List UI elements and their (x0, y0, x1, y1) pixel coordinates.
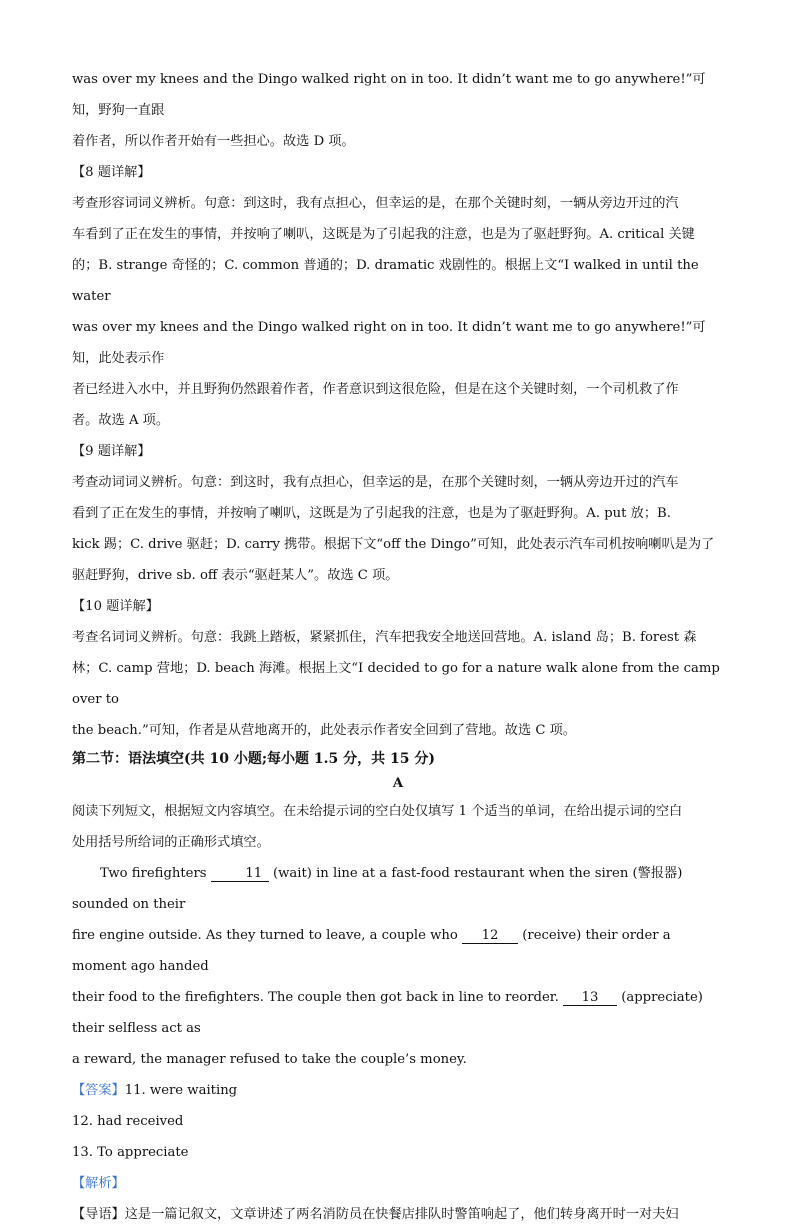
q7-tail-line-1: was over my knees and the Dingo walked right on in too. It didn’t want me to go anywhere!”可知，野狗一直跟 (72, 72, 706, 118)
q8-line: 者已经进入水中，并且野狗仍然跟着作者，作者意识到这很危险，但是在这个关键时刻，一个司机救了作 (72, 382, 679, 397)
guide-text: 这是一篇记叙文，文章讲述了两名消防员在快餐店排队时警笛响起了，他们转身离开时一对夫妇 (124, 1207, 679, 1222)
instruction-line: 处用括号所给词的正确形式填空。 (72, 835, 270, 850)
passage-text: (wait) in line at a fast-food restaurant when the siren (警报器) sounded on their (72, 866, 683, 912)
q10-line: 林；C. camp 营地；D. beach 海滩。根据上文“I decided to go for a nature walk alone from the camp over to (72, 661, 720, 707)
passage-line: a reward, the manager refused to take the couple’s money. (72, 1052, 467, 1067)
passage-line (72, 982, 724, 1044)
answer-label: 【答案】 (72, 1083, 125, 1098)
q9-line: 考查动词词义辨析。句意：到这时，我有点担心，但幸运的是，在那个关键时刻，一辆从旁边开过的汽车 (72, 475, 679, 490)
blank-11: 11 (211, 867, 269, 882)
analysis-label: 【解析】 (72, 1176, 125, 1191)
guide-label: 【导语】 (72, 1207, 125, 1222)
answer-line (72, 1075, 724, 1106)
answer-12: 12. had received (72, 1114, 184, 1129)
q8-line: 的；B. strange 奇怪的；C. common 普通的；D. dramatic 戏剧性的。根据上文“I walked in until the water (72, 258, 699, 304)
document-page (72, 64, 724, 1230)
passage-line (72, 858, 724, 920)
passage-text: Two firefighters (100, 866, 211, 881)
q7-tail-line-2: 着作者，所以作者开始有一些担心。故选 D 项。 (72, 134, 355, 149)
passage-text: (appreciate) their selfless act as (72, 990, 703, 1036)
guide-line (72, 1199, 724, 1230)
q9-line: 看到了正在发生的事情，并按响了喇叭，这既是为了引起我的注意，也是为了驱赶野狗。A. put 放；B. (72, 506, 671, 521)
q9-heading: 【9 题详解】 (72, 444, 151, 459)
part-label: A (392, 776, 404, 791)
q8-line: 车看到了正在发生的事情，并按响了喇叭，这既是为了引起我的注意，也是为了驱赶野狗。A. critical 关键 (72, 227, 695, 242)
q8-line: 者。故选 A 项。 (72, 413, 170, 428)
q8-heading: 【8 题详解】 (72, 165, 151, 180)
answer-11: 11. were waiting (124, 1083, 238, 1098)
instruction-line: 阅读下列短文，根据短文内容填空。在未给提示词的空白处仅填写 1 个适当的单词，在给出提示词的空白 (72, 804, 683, 819)
section-title: 第二节：语法填空(共 10 小题;每小题 1.5 分，共 15 分) (72, 751, 435, 767)
q10-line: 考查名词词义辨析。句意：我跳上踏板，紧紧抓住，汽车把我安全地送回营地。A. island 岛；B. forest 森 (72, 630, 697, 645)
passage-text: fire engine outside. As they turned to leave, a couple who (72, 928, 463, 943)
blank-13: 13 (563, 991, 617, 1006)
passage-line (72, 920, 724, 982)
q9-line: 驱赶野狗，drive sb. off 表示“驱赶某人”。故选 C 项。 (72, 568, 399, 583)
q8-line: was over my knees and the Dingo walked right on in too. It didn’t want me to go anywhere!”可知，此处表示作 (72, 320, 706, 366)
passage-text: their food to the firefighters. The couple then got back in line to reorder. (72, 990, 564, 1005)
passage-text: (receive) their order a moment ago handed (72, 928, 671, 974)
q10-heading: 【10 题详解】 (72, 599, 159, 614)
answer-13: 13. To appreciate (72, 1145, 189, 1160)
blank-12: 12 (462, 929, 518, 944)
q9-line: kick 踢；C. drive 驱赶；D. carry 携带。根据下文“off the Dingo”可知，此处表示汽车司机按响喇叭是为了 (72, 537, 715, 552)
q10-line: the beach.”可知，作者是从营地离开的，此处表示作者安全回到了营地。故选 C 项。 (72, 723, 576, 738)
q8-line: 考查形容词词义辨析。句意：到这时，我有点担心，但幸运的是，在那个关键时刻，一辆从旁边开过的汽 (72, 196, 679, 211)
